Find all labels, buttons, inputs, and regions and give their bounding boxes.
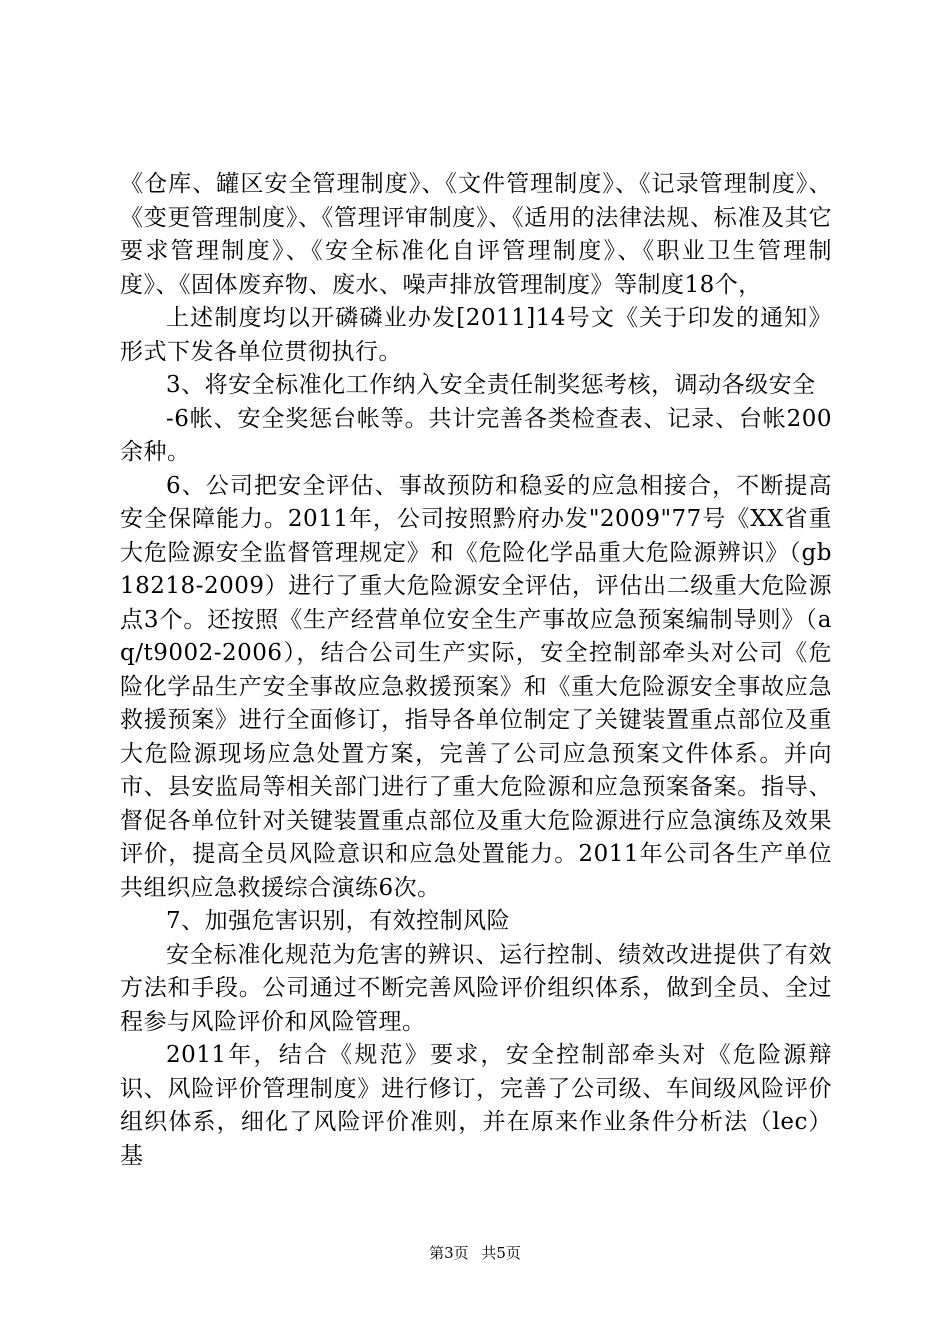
paragraph-issuance-notice: 上述制度均以开磷磷业办发[2011]14号文《关于印发的通知》形式下发各单位贯彻执行。 <box>120 305 832 365</box>
paragraph-risk-evaluation: 2011年，结合《规范》要求，安全控制部牵头对《危险源辩识、风险评价管理制度》进行修订，完善了公司级、车间级风险评价组织体系，细化了风险评价准则，并在原来作业条件分析法（lec）基 <box>120 1042 832 1169</box>
page-footer <box>0 1242 950 1263</box>
paragraph-item-3: 3、将安全标准化工作纳入安全责任制奖惩考核，调动各级安全 <box>166 372 816 398</box>
paragraph-item-6: 6、公司把安全评估、事故预防和稳妥的应急相接合，不断提高安全保障能力。2011年，公司按照黔府办发"2009"77号《XX省重大危险源安全监督管理规定》和《危险化学品重大危险源辨识》（gb18218-2009）进行了重大危险源安全评估，评估出二级重大危险源点3个。还按照《生产经营单位安全生产事故应急预案编制导则》（aq/t9002-2006），结合公司生产实际，安全控制部牵头对公司《危险化学品生产安全事故应急救援预案》和《重大危险源安全事故应急救援预案》进行全面修订，指导各单位制定了关键装置重点部位及重大危险源现场应急处置方案，完善了公司应急预案文件体系。并向市、县安监局等相关部门进行了重大危险源和应急预案备案。指导、督促各单位针对关键装置重点部位及重大危险源进行应急演练及效果评价，提高全员风险意识和应急处置能力。2011年公司各生产单位共组织应急救援综合演练6次。 <box>120 472 832 901</box>
paragraph-hazard-identification: 安全标准化规范为危害的辨识、运行控制、绩效改进提供了有效方法和手段。公司通过不断完善风险评价组织体系，做到全员、全过程参与风险评价和风险管理。 <box>120 941 832 1035</box>
page-total: 共5页 <box>481 1244 521 1262</box>
page-number: 第3页 <box>429 1244 469 1262</box>
document-body <box>120 168 832 1173</box>
paragraph-ledgers: -6帐、安全奖惩台帐等。共计完善各类检查表、记录、台帐200余种。 <box>120 405 832 465</box>
paragraph-item-7-heading: 7、加强危害识别，有效控制风险 <box>166 908 511 934</box>
paragraph-regulations-list: 《仓库、罐区安全管理制度》、《文件管理制度》、《记录管理制度》、《变更管理制度》、《管理评审制度》、《适用的法律法规、标准及其它要求管理制度》、《安全标准化自评管理制度》、《职业卫生管理制度》、《固体废弃物、废水、噪声排放管理制度》等制度18个， <box>120 171 832 298</box>
